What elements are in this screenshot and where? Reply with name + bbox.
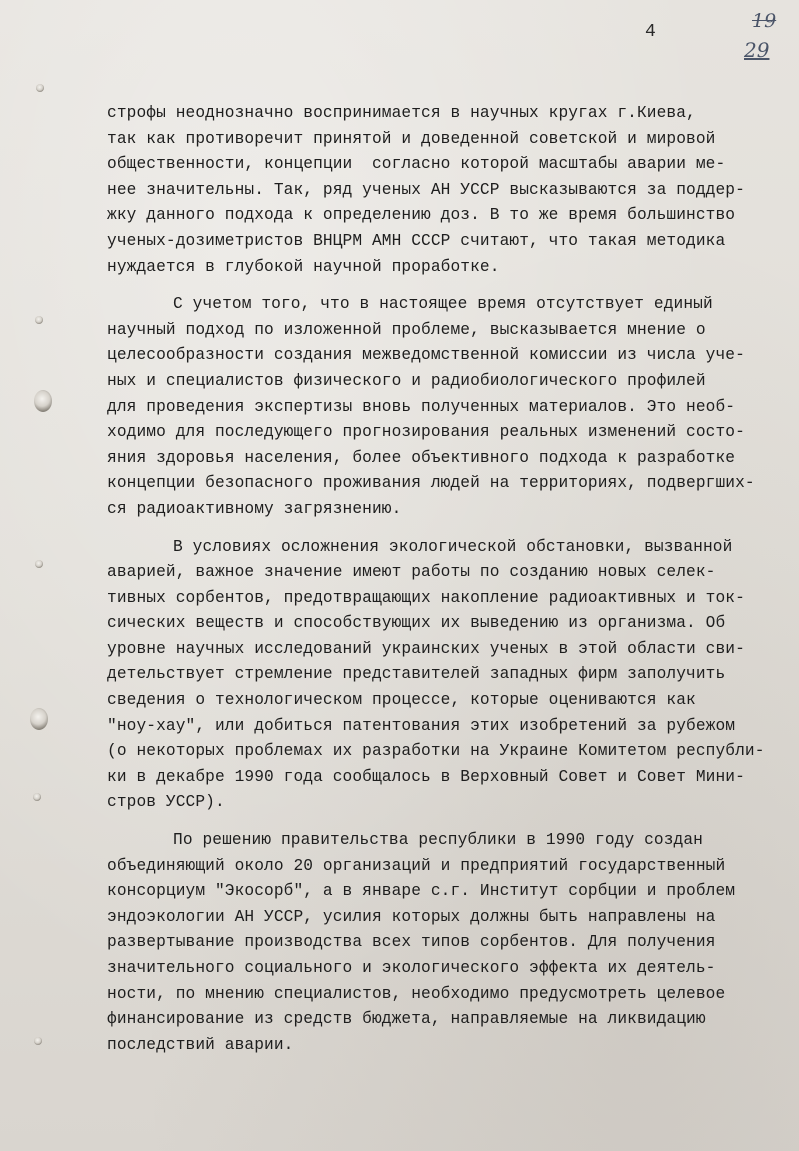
text-line: объединяющий около 20 организаций и предприятий государственный — [107, 856, 726, 875]
text-line: ходимо для последующего прогнозирования реальных изменений состо- — [107, 423, 745, 442]
text-line: нее значительны. Так, ряд ученых АН УССР высказываются за поддер- — [107, 180, 745, 199]
text-line: яния здоровья населения, более объективного подхода к разработке — [107, 448, 736, 467]
text-line: последствий аварии. — [107, 1035, 294, 1054]
text-line: аварией, важное значение имеют работы по созданию новых селек- — [107, 563, 716, 582]
text-line: ности, по мнению специалистов, необходимо предусмотреть целевое — [107, 984, 726, 1003]
handwritten-crossed-number: 19 — [752, 10, 777, 32]
text-line: общественности, концепции согласно которой масштабы аварии ме- — [107, 155, 726, 174]
text-line: ученых-дозиметристов ВНЦРМ АМН СССР считают, что такая методика — [107, 231, 726, 250]
text-line: целесообразности создания межведомственной комиссии из числа уче- — [107, 346, 745, 365]
text-line: для проведения экспертизы вновь полученных материалов. Это необ- — [107, 397, 736, 416]
text-line: "ноу-хау", или добиться патентования этих изобретений за рубежом — [107, 716, 736, 735]
handwritten-folio-number: 29 — [744, 38, 770, 62]
text-line: ных и специалистов физического и радиобиологического профилей — [107, 371, 706, 390]
text-line: В условиях осложнения экологической обстановки, вызванной — [173, 537, 733, 556]
text-line: эндоэкологии АН УССР, усилия которых должны быть направлены на — [107, 907, 716, 926]
punch-hole-icon — [35, 316, 43, 324]
text-line: научный подход по изложенной проблеме, высказывается мнение о — [107, 320, 706, 339]
text-line: уровне научных исследований украинских ученых в этой области сви- — [107, 639, 745, 658]
text-line: консорциум "Экосорб", а в январе с.г. Институт сорбции и проблем — [107, 882, 736, 901]
text-line: значительного социального и экологического эффекта их деятель- — [107, 959, 716, 977]
text-line: финансирование из средств бюджета, направляемые на ликвидацию — [107, 1010, 706, 1029]
text-line: развертывание производства всех типов сорбентов. Для получения — [107, 933, 716, 952]
text-line: концепции безопасного проживания людей на территориях, подвергших- — [107, 474, 755, 493]
text-line: детельствует стремление представителей западных фирм заполучить — [107, 665, 726, 684]
text-line: строфы неоднозначно воспринимается в научных кругах г.Киева, — [107, 104, 696, 122]
text-line: сических веществ и способствующих их выведению из организма. Об — [107, 614, 726, 633]
text-line: тивных сорбентов, предотвращающих накопление радиоактивных и ток- — [107, 588, 745, 607]
punch-hole-icon — [36, 84, 44, 92]
paragraph-1 — [107, 101, 772, 280]
text-line: ся радиоактивному загрязнению. — [107, 499, 402, 518]
text-line: так как противоречит принятой и доведенной советской и мировой — [107, 129, 716, 148]
punch-hole-icon — [34, 390, 52, 412]
text-line: стров УССР). — [107, 793, 225, 812]
text-line: С учетом того, что в настоящее время отсутствует единый — [173, 295, 713, 314]
punch-hole-icon — [34, 1037, 42, 1045]
page-number: 4 — [645, 22, 656, 42]
punch-hole-icon — [35, 560, 43, 568]
text-line: сведения о технологическом процессе, которые оцениваются как — [107, 691, 696, 710]
punch-hole-icon — [30, 708, 48, 730]
text-line: ки в декабре 1990 года сообщалось в Верховный Совет и Совет Мини- — [107, 767, 745, 786]
paragraph-2 — [107, 292, 772, 522]
text-line: (о некоторых проблемах их разработки на Украине Комитетом республи- — [107, 742, 765, 761]
text-line: жку данного подхода к определению доз. В то же время большинство — [107, 206, 736, 225]
document-body — [107, 101, 772, 1058]
paragraph-4 — [107, 828, 772, 1058]
text-line: По решению правительства республики в 1990 году создан — [173, 831, 703, 850]
text-line: нуждается в глубокой научной проработке. — [107, 257, 500, 276]
punch-hole-icon — [33, 793, 41, 801]
paragraph-3 — [107, 535, 772, 817]
